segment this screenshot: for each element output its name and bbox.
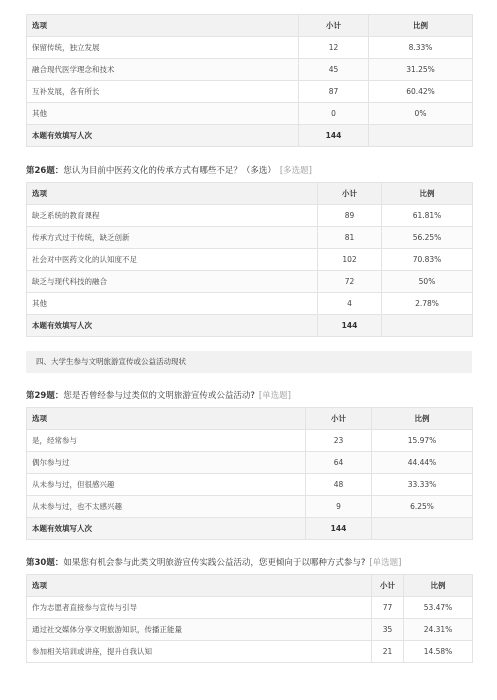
table-header-row [27, 575, 473, 597]
header-option: 选项 [27, 575, 372, 597]
option-count: 23 [306, 430, 372, 452]
table-row [27, 619, 473, 641]
option-count: 45 [299, 59, 369, 81]
option-label: 传承方式过于传统，缺乏创新 [27, 227, 318, 249]
option-ratio: 14.58% [404, 641, 473, 663]
option-ratio: 33.33% [372, 474, 473, 496]
question-type: [单选题] [258, 391, 291, 401]
total-count: 144 [318, 315, 382, 337]
header-ratio: 比例 [382, 183, 473, 205]
option-ratio: 0% [369, 103, 473, 125]
table-row [27, 249, 473, 271]
question-text: 您是否曾经参与过类似的文明旅游宣传或公益活动? [63, 391, 255, 401]
total-label: 本题有效填写人次 [27, 518, 306, 540]
option-label: 从未参与过，但很感兴趣 [27, 474, 306, 496]
option-ratio: 2.78% [382, 293, 473, 315]
table-row [27, 452, 473, 474]
header-option: 选项 [27, 183, 318, 205]
total-row [27, 315, 473, 337]
total-row [27, 518, 473, 540]
total-count: 144 [306, 518, 372, 540]
question-number: 第29题： [26, 391, 64, 401]
option-ratio: 15.97% [372, 430, 473, 452]
q25-table [26, 14, 473, 147]
header-option: 选项 [27, 15, 299, 37]
option-count: 102 [318, 249, 382, 271]
option-ratio: 50% [382, 271, 473, 293]
option-ratio: 60.42% [369, 81, 473, 103]
table-row [27, 103, 473, 125]
option-ratio: 56.25% [382, 227, 473, 249]
header-ratio: 比例 [404, 575, 473, 597]
total-empty [369, 125, 473, 147]
table-row [27, 59, 473, 81]
header-count: 小计 [299, 15, 369, 37]
option-count: 48 [306, 474, 372, 496]
option-count: 21 [372, 641, 404, 663]
option-label: 从未参与过，也不太感兴趣 [27, 496, 306, 518]
option-ratio: 24.31% [404, 619, 473, 641]
total-label: 本题有效填写人次 [27, 315, 318, 337]
header-option: 选项 [27, 408, 306, 430]
q30-table [26, 574, 473, 663]
option-count: 72 [318, 271, 382, 293]
header-ratio: 比例 [369, 15, 473, 37]
header-ratio: 比例 [372, 408, 473, 430]
question-29-title [26, 389, 291, 401]
option-count: 64 [306, 452, 372, 474]
table-header-row [27, 183, 473, 205]
option-label: 其他 [27, 103, 299, 125]
question-30-title [26, 556, 402, 568]
header-count: 小计 [372, 575, 404, 597]
question-number: 第30题： [26, 558, 64, 568]
question-type: [单选题] [369, 558, 402, 568]
table-row [27, 293, 473, 315]
total-row [27, 125, 473, 147]
header-count: 小计 [318, 183, 382, 205]
table-header-row [27, 408, 473, 430]
option-ratio: 6.25% [372, 496, 473, 518]
option-count: 4 [318, 293, 382, 315]
total-count: 144 [299, 125, 369, 147]
question-text: 您认为目前中医药文化的传承方式有哪些不足？（多选） [63, 166, 276, 176]
total-empty [372, 518, 473, 540]
option-label: 互补发展，各有所长 [27, 81, 299, 103]
option-count: 0 [299, 103, 369, 125]
option-label: 缺乏与现代科技的融合 [27, 271, 318, 293]
option-count: 35 [372, 619, 404, 641]
option-ratio: 61.81% [382, 205, 473, 227]
option-label: 通过社交媒体分享文明旅游知识，传播正能量 [27, 619, 372, 641]
table-row [27, 496, 473, 518]
option-label: 保留传统，独立发展 [27, 37, 299, 59]
option-count: 87 [299, 81, 369, 103]
table-row [27, 641, 473, 663]
option-count: 77 [372, 597, 404, 619]
table-row [27, 430, 473, 452]
option-label: 作为志愿者直接参与宣传与引导 [27, 597, 372, 619]
total-label: 本题有效填写人次 [27, 125, 299, 147]
option-label: 融合现代医学理念和技术 [27, 59, 299, 81]
q26-table [26, 182, 473, 337]
table-row [27, 205, 473, 227]
table-row [27, 597, 473, 619]
option-label: 偶尔参与过 [27, 452, 306, 474]
table-row [27, 271, 473, 293]
question-text: 如果您有机会参与此类文明旅游宣传实践公益活动，您更倾向于以哪种方式参与? [63, 558, 366, 568]
q29-table [26, 407, 473, 540]
table-row [27, 81, 473, 103]
question-type: [多选题] [279, 166, 312, 176]
option-ratio: 8.33% [369, 37, 473, 59]
table-row [27, 227, 473, 249]
option-count: 89 [318, 205, 382, 227]
option-label: 缺乏系统的教育课程 [27, 205, 318, 227]
option-count: 9 [306, 496, 372, 518]
option-ratio: 31.25% [369, 59, 473, 81]
option-label: 社会对中医药文化的认知度不足 [27, 249, 318, 271]
total-empty [382, 315, 473, 337]
option-count: 81 [318, 227, 382, 249]
option-ratio: 70.83% [382, 249, 473, 271]
option-label: 其他 [27, 293, 318, 315]
table-header-row [27, 15, 473, 37]
header-count: 小计 [306, 408, 372, 430]
option-label: 是，经常参与 [27, 430, 306, 452]
section-heading: 四、大学生参与文明旅游宣传或公益活动现状 [26, 351, 472, 373]
option-ratio: 53.47% [404, 597, 473, 619]
table-row [27, 37, 473, 59]
option-count: 12 [299, 37, 369, 59]
question-number: 第26题： [26, 166, 64, 176]
option-ratio: 44.44% [372, 452, 473, 474]
question-26-title [26, 164, 312, 176]
table-row [27, 474, 473, 496]
option-label: 参加相关培训或讲座，提升自我认知 [27, 641, 372, 663]
